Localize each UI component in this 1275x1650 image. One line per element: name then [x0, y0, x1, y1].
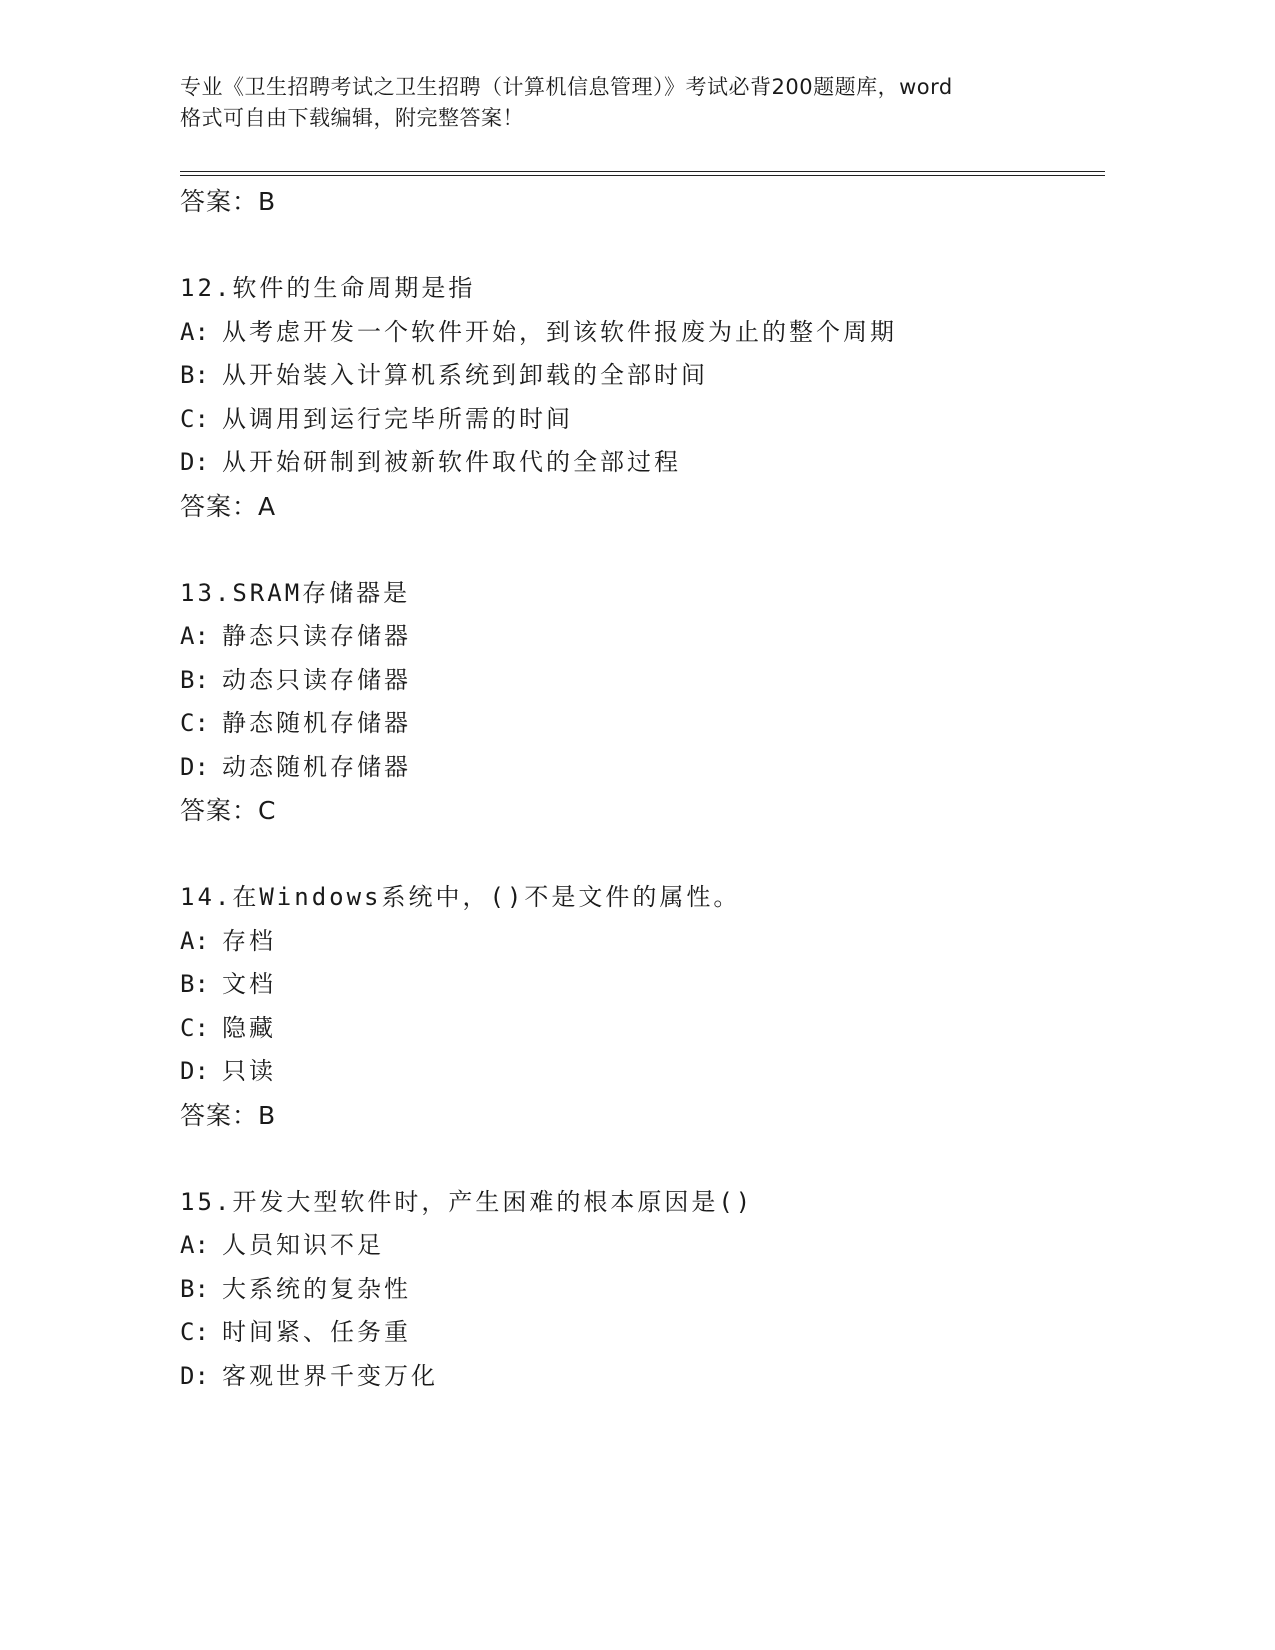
- option-b: [180, 659, 1105, 703]
- option-text: 人员知识不足: [222, 1231, 384, 1259]
- answer-value: B: [258, 187, 277, 216]
- question-list: [180, 180, 1105, 1398]
- option-text: 时间紧、任务重: [222, 1318, 411, 1346]
- option-d: [180, 1050, 1105, 1094]
- option-text: 存档: [222, 926, 276, 955]
- spacer: [180, 528, 1105, 572]
- option-c: [180, 1311, 1105, 1355]
- option-text: 从开始研制到被新软件取代的全部过程: [222, 448, 681, 476]
- option-key: D:: [180, 752, 209, 781]
- option-text: 客观世界千变万化: [222, 1361, 438, 1390]
- option-key: B:: [180, 665, 209, 694]
- answer-line: [180, 789, 1105, 832]
- spacer: [180, 832, 1105, 876]
- answer-label: 答案：: [180, 1100, 259, 1130]
- question-stem: 15.开发大型软件时，产生困难的根本原因是(): [180, 1187, 754, 1216]
- option-text: 从开始装入计算机系统到卸载的全部时间: [222, 361, 708, 389]
- option-text: 文档: [222, 970, 276, 998]
- option-text: 动态只读存储器: [222, 665, 411, 694]
- option-a: [180, 920, 1105, 964]
- question-stem: 12.软件的生命周期是指: [180, 274, 476, 302]
- header-line-1: 专业《卫生招聘考试之卫生招聘（计算机信息管理）》考试必背200题题库，word: [180, 75, 953, 99]
- option-key: B:: [180, 1274, 209, 1303]
- question-block: [180, 572, 1105, 833]
- option-b: [180, 354, 1105, 398]
- question-stem: 14.在Windows系统中，()不是文件的属性。: [180, 883, 741, 911]
- header-divider-bottom: [180, 175, 1105, 176]
- option-b: [180, 963, 1105, 1007]
- option-text: 动态随机存储器: [222, 752, 411, 781]
- header-line-2: 格式可自由下载编辑，附完整答案！: [180, 106, 524, 130]
- answer-label: 答案：: [180, 491, 259, 521]
- option-a: [180, 311, 1105, 355]
- question-block: [180, 1181, 1105, 1399]
- option-b: [180, 1268, 1105, 1312]
- option-key: C:: [180, 1318, 209, 1346]
- option-d: [180, 441, 1105, 485]
- option-key: C:: [180, 709, 209, 737]
- answer-label: 答案：: [180, 796, 259, 825]
- option-c: [180, 398, 1105, 442]
- document-header: [180, 72, 1080, 134]
- answer-line: [180, 485, 1105, 528]
- spacer: [180, 1137, 1105, 1181]
- option-key: A:: [180, 1231, 209, 1259]
- option-key: A:: [180, 317, 209, 346]
- option-key: A:: [180, 926, 209, 955]
- option-c: [180, 702, 1105, 746]
- option-text: 隐藏: [222, 1013, 276, 1042]
- option-key: C:: [180, 1013, 209, 1042]
- option-key: D:: [180, 1057, 209, 1085]
- answer-value: A: [258, 491, 277, 521]
- option-key: A:: [180, 622, 209, 650]
- question-block: [180, 267, 1105, 528]
- option-key: D:: [180, 448, 209, 476]
- option-text: 从调用到运行完毕所需的时间: [222, 404, 573, 433]
- option-text: 静态只读存储器: [222, 622, 411, 650]
- answer-line: [180, 1094, 1105, 1137]
- option-key: B:: [180, 970, 209, 998]
- answer-value: B: [258, 1100, 277, 1130]
- option-d: [180, 746, 1105, 790]
- option-text: 只读: [222, 1057, 276, 1085]
- answer-line: [180, 180, 1105, 223]
- option-d: [180, 1355, 1105, 1399]
- answer-value: C: [258, 796, 277, 825]
- option-key: D:: [180, 1361, 209, 1390]
- question-block: [180, 876, 1105, 1137]
- option-a: [180, 1224, 1105, 1268]
- option-a: [180, 615, 1105, 659]
- spacer: [180, 223, 1105, 267]
- option-text: 静态随机存储器: [222, 709, 411, 737]
- option-text: 从考虑开发一个软件开始，到该软件报废为止的整个周期: [222, 317, 897, 346]
- option-key: C:: [180, 404, 209, 433]
- header-divider-top: [180, 171, 1105, 172]
- question-stem: 13.SRAM存储器是: [180, 578, 411, 607]
- option-key: B:: [180, 361, 209, 389]
- option-c: [180, 1007, 1105, 1051]
- option-text: 大系统的复杂性: [222, 1274, 411, 1303]
- answer-label: 答案：: [180, 187, 259, 216]
